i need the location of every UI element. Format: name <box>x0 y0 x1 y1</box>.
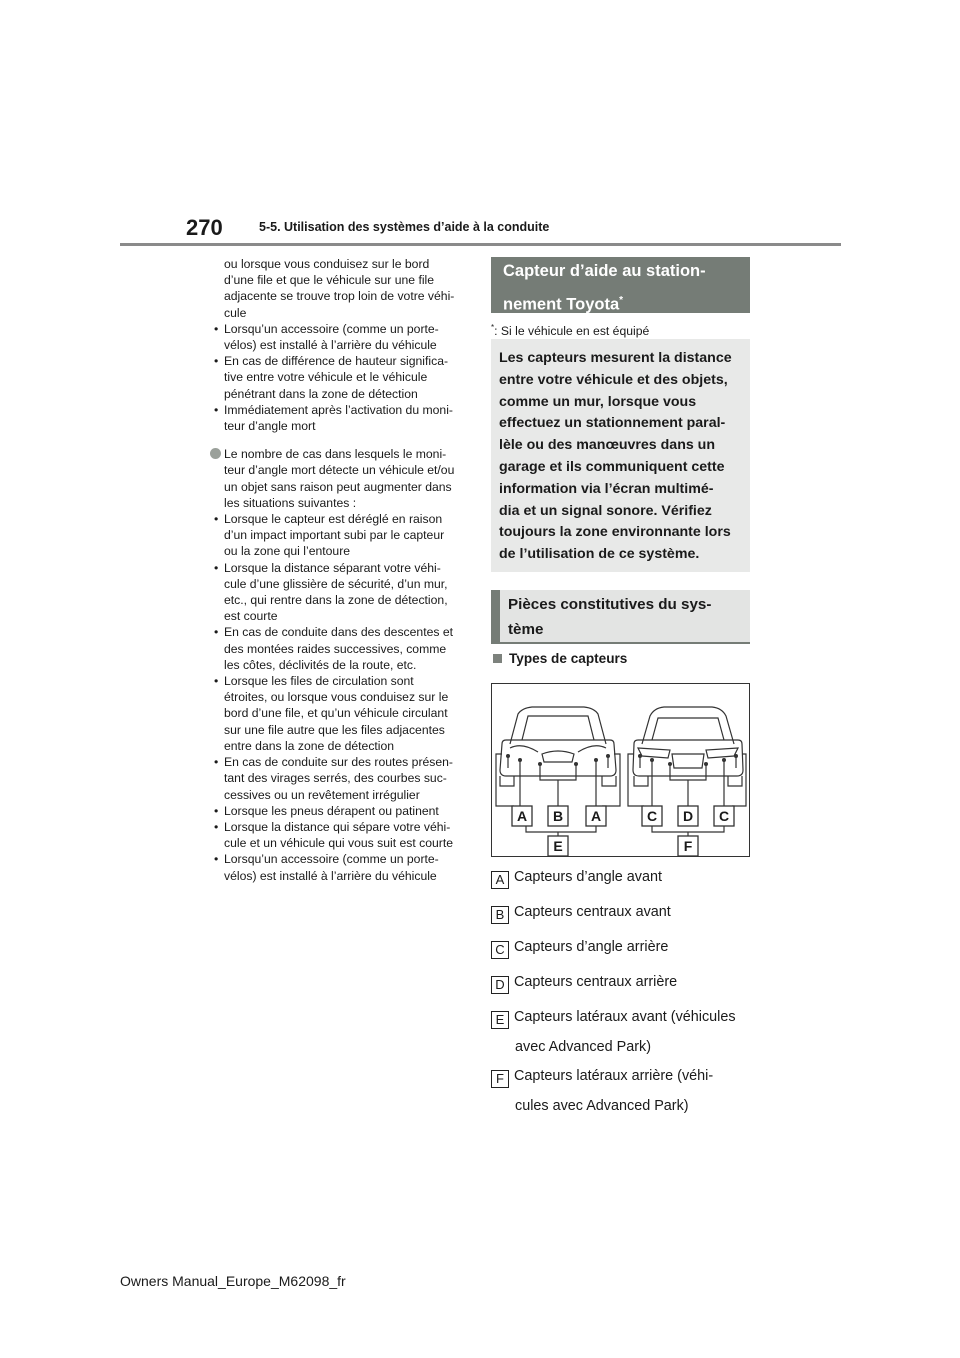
section-heading-line: Capteur d’aide au station- <box>503 262 706 280</box>
sensor-diagram <box>491 683 750 857</box>
continuation-line: ou lorsque vous conduisez sur le bord <box>224 257 430 271</box>
bullet-line: • Lorsqu’un accessoire (comme un porte- <box>224 321 439 336</box>
legend-letter-box: F <box>491 1070 509 1088</box>
legend-letter-box: B <box>491 906 509 924</box>
legend-text-continued: cules avec Advanced Park) <box>515 1098 689 1114</box>
bullet-item <box>210 560 472 625</box>
legend-text: Capteurs latéraux arrière (véhi- <box>514 1068 714 1084</box>
bullet-line: cessives ou un revêtement irrégulier <box>224 787 420 802</box>
legend-item <box>491 972 677 994</box>
bullet-line: des montées raides successives, comme <box>224 641 447 656</box>
legend-letter-box: E <box>491 1011 509 1029</box>
section-heading-line <box>503 286 750 320</box>
intro-line: comme un mur, lorsque vous <box>499 393 697 410</box>
footnote-marker: * <box>619 295 624 306</box>
bullet-line: d’un impact important subi par le capteur <box>224 528 445 543</box>
circle-bullet-icon <box>210 448 221 459</box>
intro-line: toujours la zone environnante lors <box>499 524 731 541</box>
circle-bullet-item <box>210 446 472 511</box>
bullet-line: les côtes, déclivités de la route, etc. <box>224 657 417 672</box>
footnote-text: : Si le véhicule en est équipé <box>494 324 650 339</box>
intro-line: dia et un signal sonore. Vérifiez <box>499 502 712 519</box>
bullet-item <box>210 402 472 434</box>
legend-text: Capteurs centraux arrière <box>514 974 678 990</box>
intro-line: Les capteurs mesurent la distance <box>499 350 732 366</box>
types-heading-text: Types de capteurs <box>509 651 628 666</box>
circle-line: les situations suivantes : <box>224 495 357 510</box>
bullet-item <box>210 624 472 673</box>
legend-item <box>491 1066 713 1116</box>
bullet-line: vélos) est installé à l’arrière du véhicule <box>224 338 437 353</box>
rear-car-icon <box>633 707 743 786</box>
bullet-item <box>210 353 472 402</box>
left-column <box>210 256 472 884</box>
bullet-line: tive entre votre véhicule et le véhicule <box>224 370 428 385</box>
bullet-line: est courte <box>224 609 278 624</box>
bullet-line: • Lorsque les pneus dérapent ou patinent <box>224 803 439 818</box>
circle-line: un objet sans raison peut augmenter dans <box>224 479 452 494</box>
square-bullet-icon <box>493 654 502 663</box>
label-d: D <box>682 808 694 824</box>
legend-item <box>491 867 662 889</box>
label-e: E <box>553 838 563 854</box>
subsection-heading-box <box>491 590 750 643</box>
section-heading-text: nement Toyota <box>503 295 620 314</box>
bullet-item <box>210 851 472 883</box>
circle-line: Le nombre de cas dans lesquels le moni- <box>224 447 447 462</box>
legend-item <box>491 1007 736 1057</box>
bullet-line: tant des virages serrés, des courbes suc- <box>224 771 447 786</box>
bullet-line: entre dans la zone de détection <box>224 738 395 753</box>
legend-letter-box: D <box>491 976 509 994</box>
bullet-item <box>210 673 472 754</box>
legend-text: Capteurs latéraux avant (véhicules <box>514 1009 736 1025</box>
bullet-line: • Lorsque les files de circulation sont <box>224 674 414 689</box>
legend-item <box>491 937 668 959</box>
label-c-left: C <box>646 808 658 824</box>
bullet-line: • Lorsque la distance qui sépare votre véhi- <box>224 819 451 834</box>
bullet-line: • Lorsque le capteur est déréglé en raison <box>224 512 443 527</box>
label-a-right: A <box>590 808 602 824</box>
continuation-line: cule <box>224 305 247 320</box>
label-c-right: C <box>718 808 730 824</box>
bullet-line: étroites, ou lorsque vous conduisez sur le <box>224 690 449 705</box>
bullet-line: teur d’angle mort <box>224 419 316 434</box>
subsection-heading-line: Pièces constitutives du sys- <box>508 596 712 613</box>
intro-line: entre votre véhicule et des objets, <box>499 371 728 388</box>
intro-line: effectuez un stationnement paral- <box>499 415 726 432</box>
subsection-heading-line: tème <box>508 621 544 638</box>
types-heading <box>493 651 627 666</box>
section-title: 5-5. Utilisation des systèmes d’aide à la conduite <box>259 220 550 234</box>
subsection-underline <box>491 642 750 644</box>
bullet-item <box>210 321 472 353</box>
legend-letter-box: C <box>491 941 509 959</box>
legend-item <box>491 902 671 924</box>
page-footer: Owners Manual_Europe_M62098_fr <box>120 1273 346 1289</box>
bullet-line: vélos) est installé à l’arrière du véhicule <box>224 868 437 883</box>
bullet-item <box>210 511 472 560</box>
legend-text-continued: avec Advanced Park) <box>515 1039 651 1055</box>
bullet-line: pénétrant dans la zone de détection <box>224 386 418 401</box>
legend-text: Capteurs d’angle arrière <box>514 939 669 955</box>
bullet-item <box>210 819 472 851</box>
section-heading-box <box>491 257 750 313</box>
sensor-diagram-svg <box>492 684 749 856</box>
bullet-line: • En cas de conduite dans des descentes et <box>224 625 454 640</box>
footnote <box>491 323 649 338</box>
intro-line: information via l’écran multimé- <box>499 480 714 497</box>
intro-line: de l’utilisation de ce système. <box>499 546 700 563</box>
bullet-item <box>210 803 472 819</box>
continuation-line: d’une file et que le véhicule sur une file <box>224 273 435 288</box>
intro-box <box>491 339 750 572</box>
page-number: 270 <box>186 215 223 240</box>
bullet-line: sur une file autre que les files adjacentes <box>224 722 445 737</box>
legend-text: Capteurs d’angle avant <box>514 869 663 885</box>
bullet-line: ou la zone qui l’entoure <box>224 544 351 559</box>
bullet-line: cule et un véhicule qui vous suit est courte <box>224 836 453 851</box>
label-a-left: A <box>516 808 528 824</box>
bullet-line: • Lorsqu’un accessoire (comme un porte- <box>224 852 439 867</box>
continuation-line: adjacente se trouve trop loin de votre véhi- <box>224 289 455 304</box>
bullet-line: cule d’une glissière de sécurité, d’un mur, <box>224 576 448 591</box>
bullet-line: • Lorsque la distance séparant votre véhi- <box>224 560 441 575</box>
legend-letter-box: A <box>491 871 509 889</box>
intro-line: garage et ils communiquent cette <box>499 458 725 475</box>
circle-line: teur d’angle mort détecte un véhicule et/ou <box>224 463 455 478</box>
bullet-line: etc., qui rentre dans la zone de détection, <box>224 593 448 608</box>
bullet-line: • En cas de différence de hauteur significa- <box>224 354 449 369</box>
intro-line: lèle ou des manœuvres dans un <box>499 437 716 454</box>
bullet-line: • Immédiatement après l’activation du moni- <box>224 402 453 417</box>
bullet-line: bord d’une file, et qu’un véhicule circulant <box>224 706 448 721</box>
label-b: B <box>552 808 564 824</box>
label-f: F <box>683 838 693 854</box>
header-divider <box>120 243 841 246</box>
legend-text: Capteurs centraux avant <box>514 904 671 920</box>
footnote-marker: * <box>491 323 495 332</box>
front-car-icon <box>500 707 616 786</box>
bullet-item <box>210 754 472 803</box>
bullet-line: • En cas de conduite sur des routes présen- <box>224 755 453 770</box>
